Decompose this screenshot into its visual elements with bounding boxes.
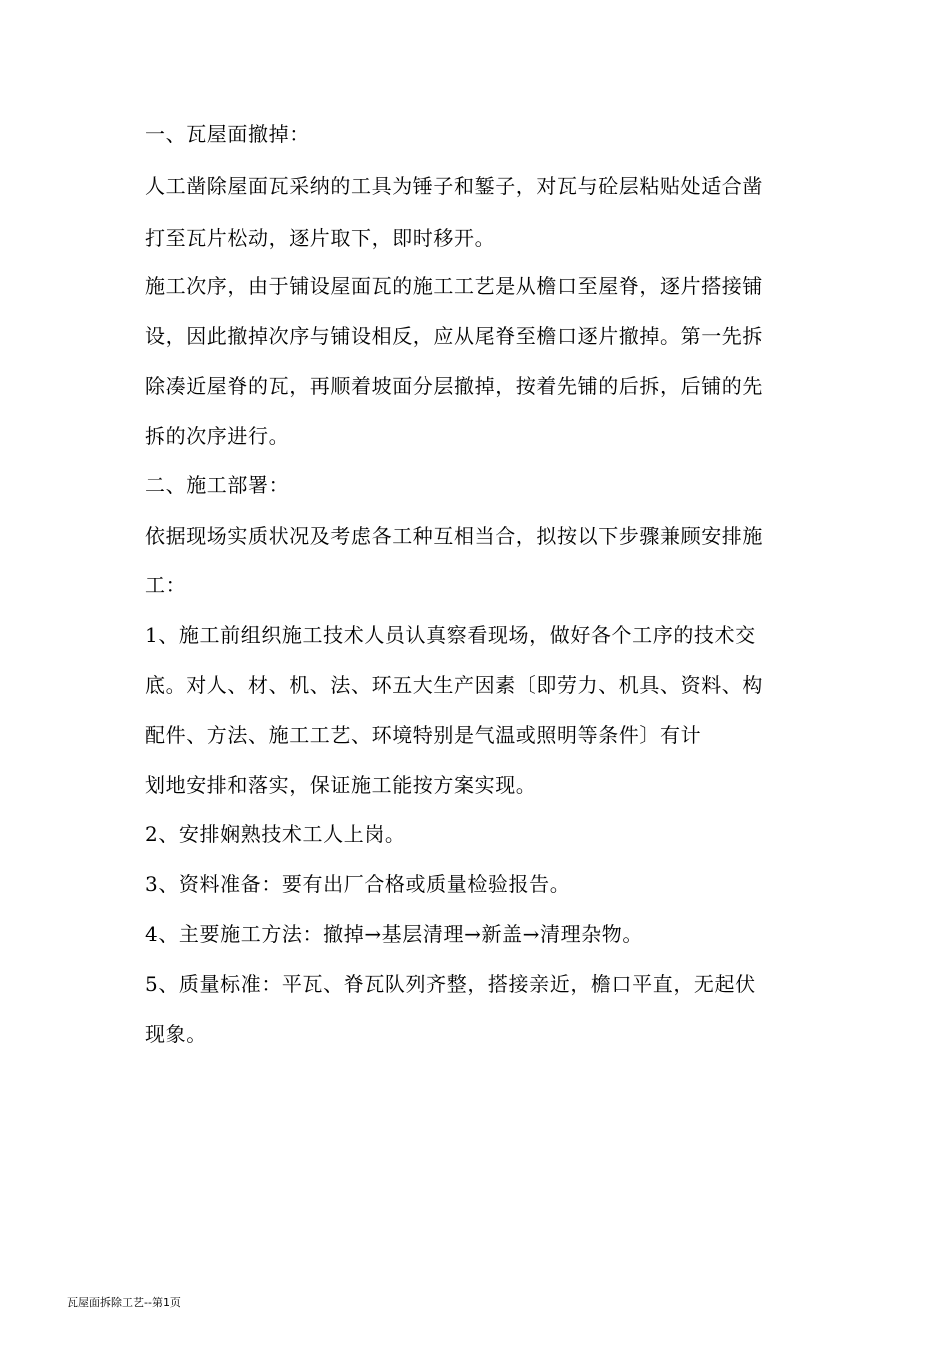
heading-roof-tile-removal: 一、瓦屋面撤掉：: [145, 122, 310, 146]
list-item-5: 5、质量标准：平瓦、脊瓦队列齐整，搭接亲近，檐口平直，无起伏: [145, 972, 756, 996]
paragraph-line: 打至瓦片松动，逐片取下，即时移开。: [145, 226, 496, 250]
paragraph-line: 设，因此撤掉次序与铺设相反，应从尾脊至檐口逐片撤掉。第一先拆: [145, 324, 763, 348]
heading-construction-deployment: 二、施工部署：: [145, 473, 290, 497]
paragraph-line: 拆的次序进行。: [145, 424, 290, 448]
paragraph-line: 施工次序，由于铺设屋面瓦的施工工艺是从檐口至屋脊，逐片搭接铺: [145, 274, 763, 298]
list-item-1: 1、施工前组织施工技术人员认真察看现场，做好各个工序的技术交: [145, 623, 756, 647]
list-item-4: 4、主要施工方法：撤掉→基层清理→新盖→清理杂物。: [145, 922, 643, 946]
list-item-1-continued: 底。对人、材、机、法、环五大生产因素〔即劳力、机具、资料、构: [145, 673, 763, 697]
paragraph-line: 除凑近屋脊的瓦，再顺着坡面分层撤掉，按着先铺的后拆，后铺的先: [145, 374, 763, 398]
list-item-5-continued: 现象。: [145, 1022, 207, 1046]
paragraph-line: 人工凿除屋面瓦采纳的工具为锤子和錾子，对瓦与砼层粘贴处适合凿: [145, 174, 763, 198]
paragraph-line: 依据现场实质状况及考虑各工种互相当合，拟按以下步骤兼顾安排施: [145, 524, 763, 548]
list-item-2: 2、安排娴熟技术工人上岗。: [145, 822, 406, 846]
list-item-3: 3、资料准备：要有出厂合格或质量检验报告。: [145, 872, 571, 896]
page-footer: 瓦屋面拆除工艺--第1页: [67, 1296, 181, 1309]
list-item-1-continued: 划地安排和落实，保证施工能按方案实现。: [145, 773, 537, 797]
list-item-1-continued: 配件、方法、施工工艺、环境特别是气温或照明等条件〕有计: [145, 723, 702, 747]
paragraph-line: 工：: [145, 573, 187, 597]
